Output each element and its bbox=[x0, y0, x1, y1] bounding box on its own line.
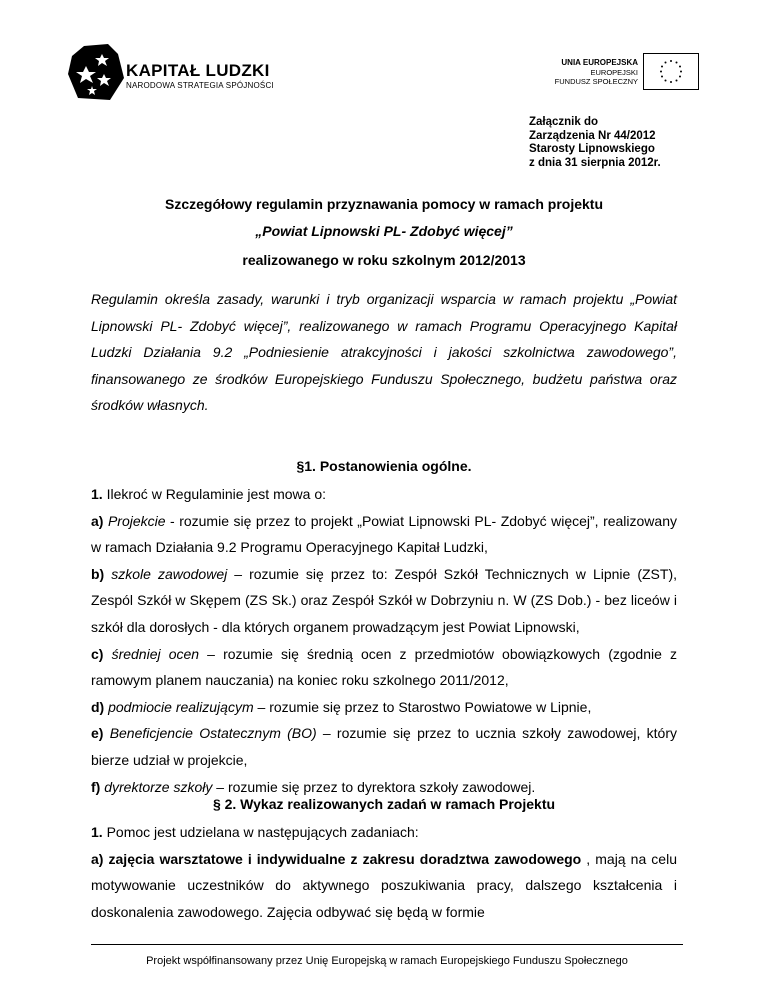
definition-label: f) bbox=[91, 778, 101, 795]
footer-text: Projekt współfinansowany przez Unię Europejską w ramach Europejskiego Funduszu Społecznego bbox=[146, 955, 628, 967]
logo-title: KAPITAŁ LUDZKI bbox=[126, 61, 270, 80]
point-number: 1. bbox=[91, 486, 103, 502]
annex-note bbox=[529, 116, 661, 170]
eu-label-line2: EUROPEJSKI bbox=[590, 68, 638, 77]
section1-point1 bbox=[91, 481, 677, 508]
project-name: „Powiat Lipnowski PL- Zdobyć więcej” bbox=[255, 223, 513, 239]
eu-flag-icon bbox=[643, 53, 699, 90]
definition-term: średniej ocen bbox=[111, 645, 200, 662]
definition-c bbox=[91, 641, 677, 694]
eu-label-line1: UNIA EUROPEJSKA bbox=[561, 58, 638, 67]
definition-d bbox=[91, 694, 677, 721]
section1-body bbox=[91, 481, 677, 800]
definition-b bbox=[91, 561, 677, 641]
point-text: Ilekroć w Regulaminie jest mowa o: bbox=[102, 486, 326, 502]
annex-line3: Starosty Lipnowskiego bbox=[529, 143, 655, 155]
definition-term: Projekcie bbox=[107, 512, 166, 529]
kapital-ludzki-emblem-icon bbox=[66, 44, 126, 102]
point-text: Pomoc jest udzielana w następujących zadaniach: bbox=[102, 824, 419, 840]
definition-term: szkole zawodowej bbox=[111, 565, 228, 582]
annex-line1: Załącznik do bbox=[529, 116, 599, 128]
document-title: Szczegółowy regulamin przyznawania pomocy w ramach projektu bbox=[165, 196, 603, 212]
task-title: a) zajęcia warsztatowe i indywidualne z zakresu doradztwa zawodowego bbox=[91, 850, 582, 867]
definition-e bbox=[91, 720, 677, 773]
point-number: 1. bbox=[91, 824, 103, 840]
definition-label: d) bbox=[91, 698, 105, 715]
definition-a bbox=[91, 508, 677, 561]
logo-subtitle: NARODOWA STRATEGIA SPÓJNOŚCI bbox=[126, 81, 274, 90]
eu-label-line3: FUNDUSZ SPOŁECZNY bbox=[554, 77, 638, 86]
definition-text: – rozumie się średnią ocen z przedmiotów obowiązkowych (zgodnie z ramowym planem nauczania) na koniec roku szkolnego 2011/2012, bbox=[91, 645, 678, 689]
eu-label bbox=[520, 58, 638, 86]
definition-term: Beneficjencie Ostatecznym (BO) bbox=[109, 725, 317, 742]
definition-term: dyrektorze szkoły bbox=[104, 778, 213, 795]
definition-text: – rozumie się przez to: Zespół Szkół Technicznych w Lipnie (ZST), Zespól Szkół w Skępem (ZS Sk.) oraz Zespół Szkół w Dobrzyniu n. W (ZS Dob.) - bez liceów i szkół dla dorosłych - dla których organem prowadzącym jest Powiat Lipnowski, bbox=[91, 565, 677, 635]
task-text: , mają na celu motywowanie uczestników do aktywnego poszukiwania pracy, dalszego kształcenia i doskonalenia zawodowego. Zajęcia odbywać się będą w formie bbox=[91, 850, 677, 920]
task-a bbox=[91, 846, 677, 926]
section1-heading: §1. Postanowienia ogólne. bbox=[296, 458, 472, 474]
definition-term: podmiocie realizującym bbox=[108, 698, 254, 715]
definition-text: – rozumie się przez to ucznia szkoły zawodowej, który bierze udział w projekcie, bbox=[91, 725, 678, 768]
section2-body bbox=[91, 819, 677, 925]
section2-point1 bbox=[91, 819, 677, 846]
definition-label: c) bbox=[91, 645, 104, 662]
intro-paragraph: Regulamin określa zasady, warunki i tryb organizacji wsparcia w ramach projektu „Powiat Lipnowski PL- Zdobyć więcej”, realizowanego w ramach Programu Operacyjnego Kapitał Ludzki Działania 9.2 „Podniesienie atrakcyjności i jakości szkolnictwa zawodowego”, finansowanego ze środków Europejskiego Funduszu Społecznego, budżetu państwa oraz środków własnych. bbox=[91, 291, 677, 414]
definition-label: e) bbox=[91, 725, 104, 742]
kapital-ludzki-wordmark bbox=[126, 62, 274, 91]
annex-line2: Zarządzenia Nr 44/2012 bbox=[529, 129, 656, 142]
definition-text: – rozumie się przez to Starostwo Powiatowe w Lipnie, bbox=[253, 698, 592, 715]
section2-heading: § 2. Wykaz realizowanych zadań w ramach Projektu bbox=[212, 796, 556, 812]
footer-divider bbox=[91, 944, 683, 945]
annex-line4: z dnia 31 sierpnia 2012r. bbox=[529, 156, 661, 169]
definition-text: - rozumie się przez to projekt „Powiat Lipnowski PL- Zdobyć więcej”, realizowany w ramach Działania 9.2 Programu Operacyjnego Kapitał Ludzki, bbox=[91, 512, 677, 556]
definition-label: a) bbox=[91, 512, 104, 529]
school-year: realizowanego w roku szkolnym 2012/2013 bbox=[242, 252, 526, 268]
definition-label: b) bbox=[91, 565, 105, 582]
definition-text: – rozumie się przez to dyrektora szkoły zawodowej. bbox=[212, 778, 536, 795]
